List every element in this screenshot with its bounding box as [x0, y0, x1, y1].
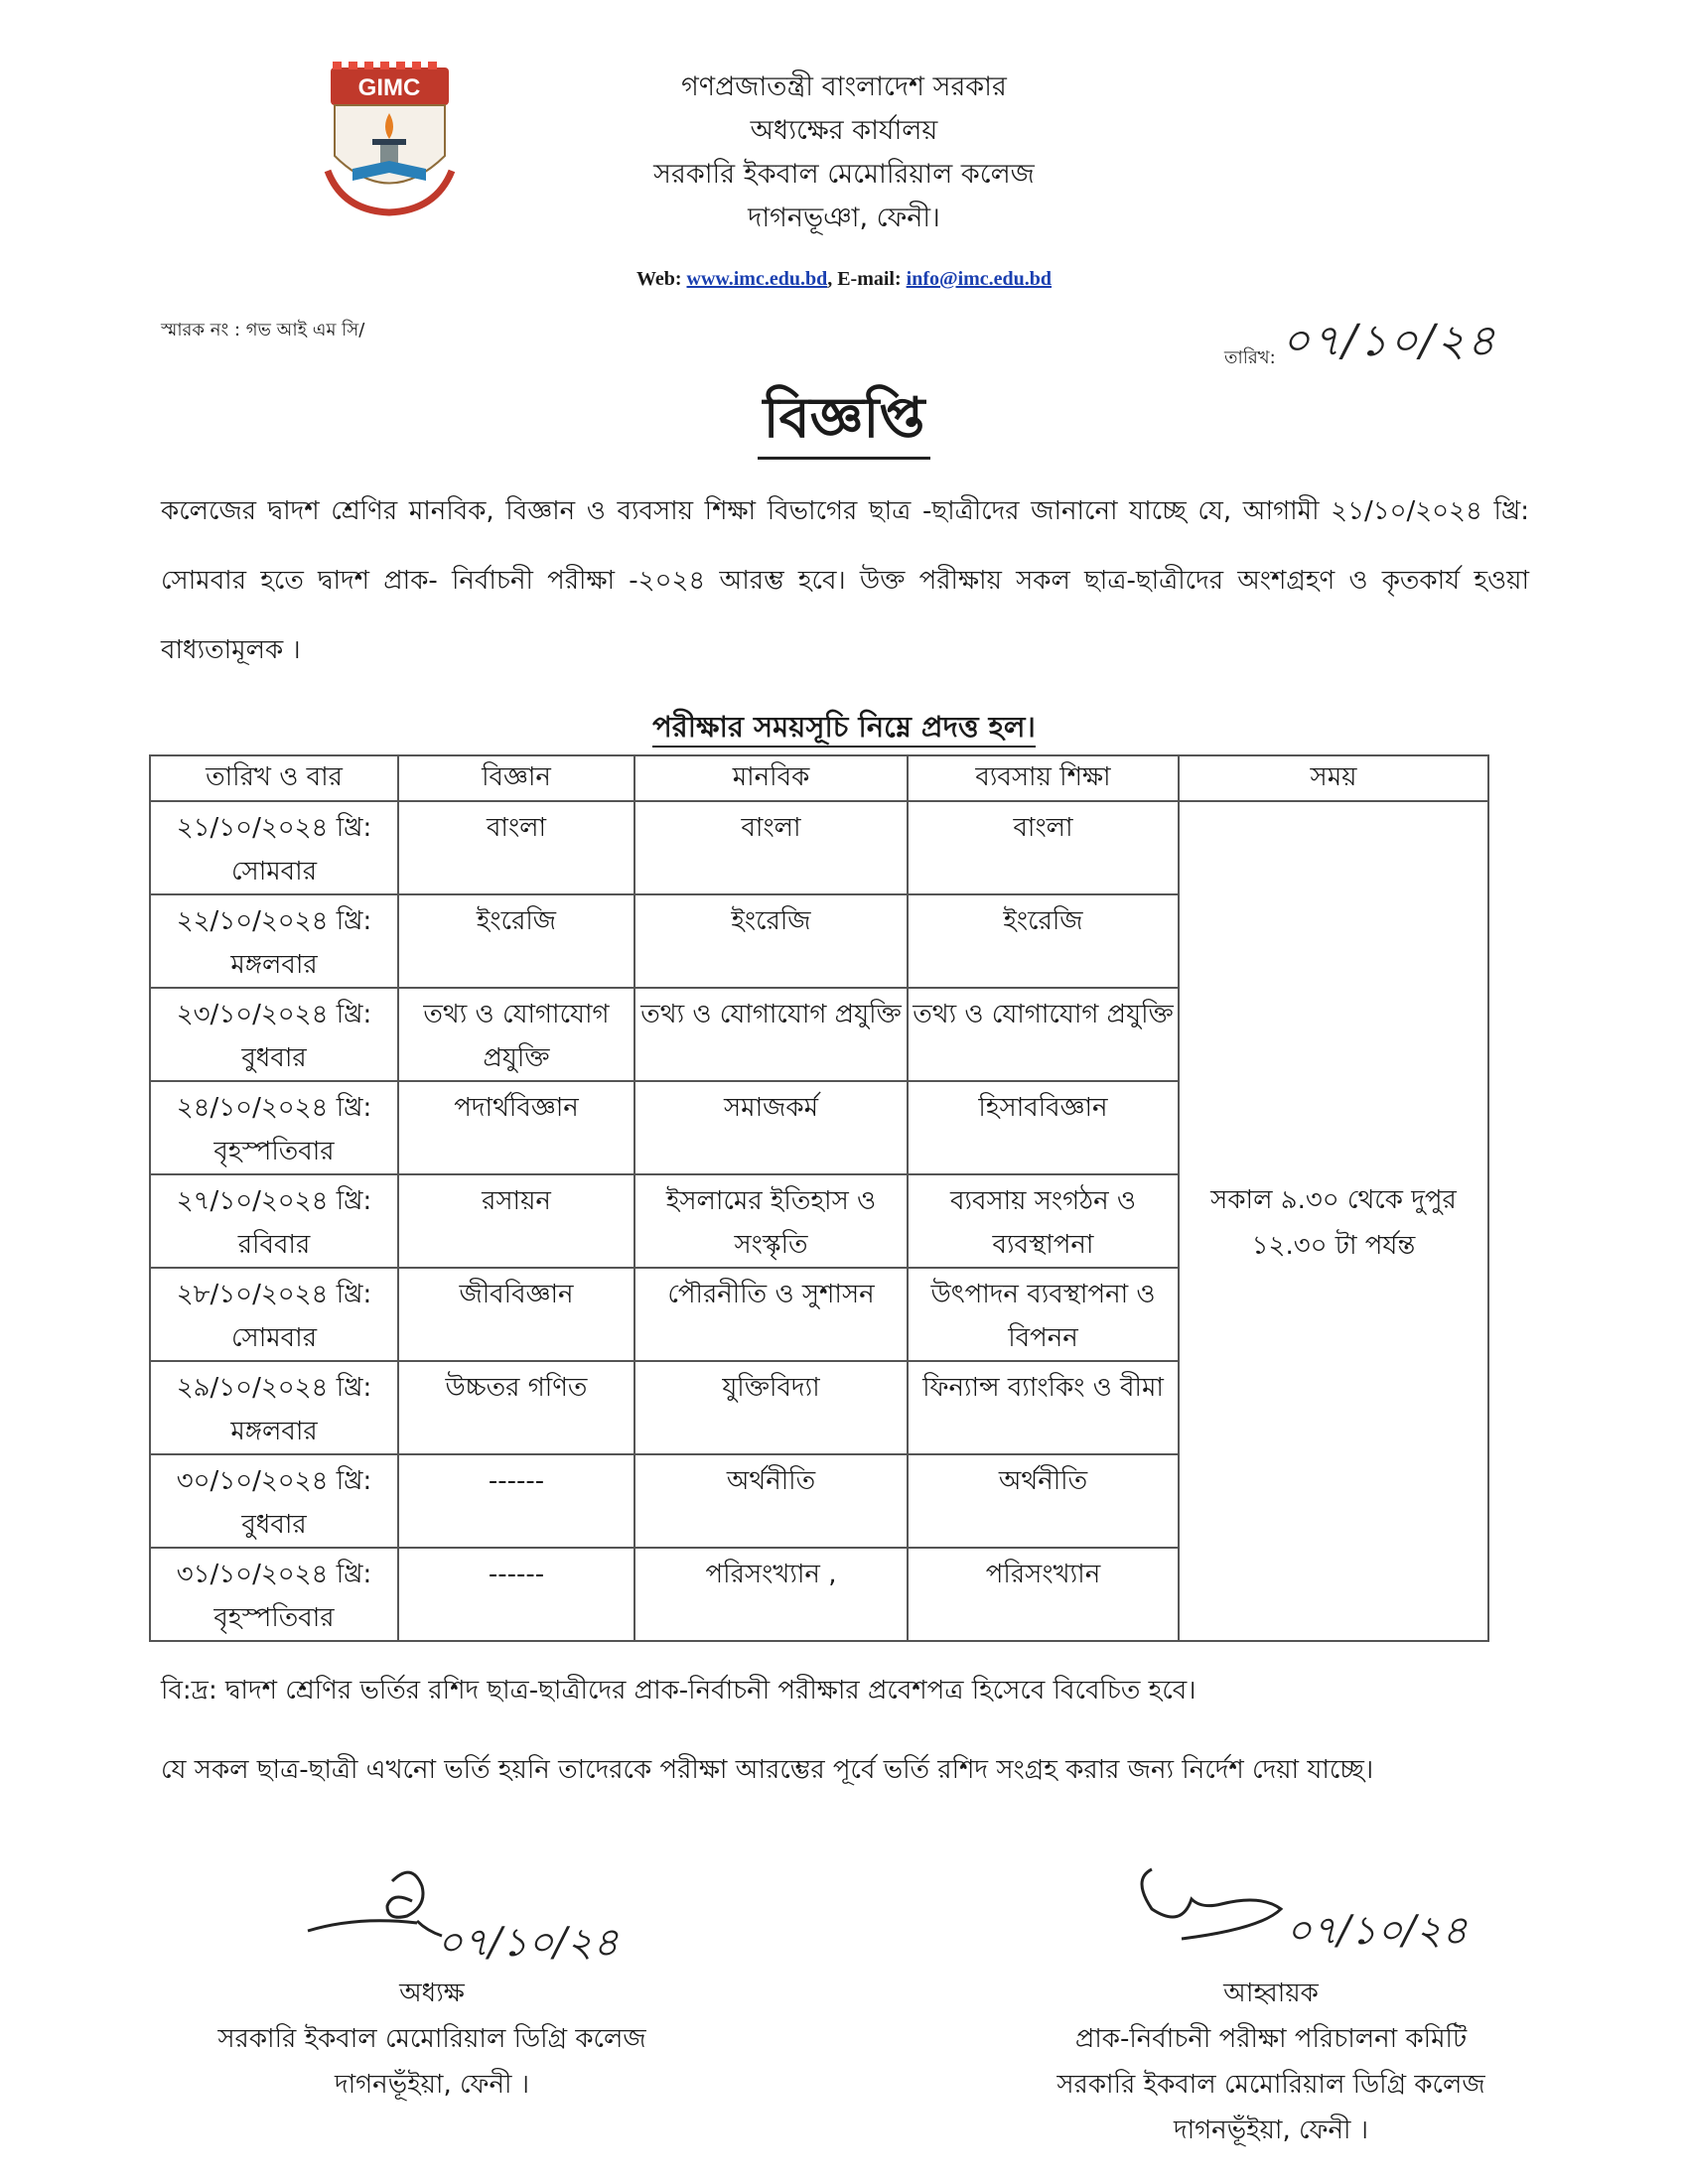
cell-business: উৎপাদন ব্যবস্থাপনা ও বিপনন [908, 1268, 1179, 1361]
svg-text:০৭/১০/২৪: ০৭/১০/২৪ [437, 1920, 619, 1966]
cell-science: বাংলা [398, 801, 634, 894]
cell-business: তথ্য ও যোগাযোগ প্রযুক্তি [908, 988, 1179, 1081]
cell-day: বুধবার [241, 1043, 307, 1073]
cell-date-day [150, 894, 398, 988]
signature-scribble-icon [298, 1861, 619, 1971]
header-humanities: মানবিক [634, 755, 908, 801]
cell-humanities: বাংলা [634, 801, 908, 894]
cell-business: পরিসংখ্যান [908, 1548, 1179, 1641]
cell-science: ------ [398, 1548, 634, 1641]
cell-day: মঙ্গলবার [230, 1417, 318, 1446]
convener-signature-block [983, 1861, 1559, 2153]
header-time: সময় [1179, 755, 1488, 801]
principal-college: সরকারি ইকবাল মেমোরিয়াল ডিগ্রি কলেজ [217, 2024, 646, 2054]
cell-science: ------ [398, 1454, 634, 1548]
header-science: বিজ্ঞান [398, 755, 634, 801]
header-office: অধ্যক্ষের কার্যালয় [750, 115, 938, 146]
memo-number: স্মারক নং : গভ আই এম সি/ [161, 320, 365, 341]
cell-date: ২১/১০/২০২৪ খ্রি: [176, 813, 372, 843]
cell-science: ইংরেজি [398, 894, 634, 988]
email-link[interactable]: info@imc.edu.bd [906, 268, 1053, 290]
cell-day: সোমবার [230, 857, 317, 887]
email-label: , E-mail: [827, 268, 902, 290]
convener-committee: প্রাক-নির্বাচনী পরীক্ষা পরিচালনা কমিটি [1074, 2024, 1468, 2054]
cell-business: ইংরেজি [908, 894, 1179, 988]
cell-business: অর্থনীতি [908, 1454, 1179, 1548]
cell-humanities: সমাজকর্ম [634, 1081, 908, 1174]
cell-time: সকাল ৯.৩০ থেকে দুপুর ১২.৩০ টা পর্যন্ত [1179, 801, 1488, 1641]
cell-day: বৃহস্পতিবার [213, 1603, 335, 1633]
cell-science: জীববিজ্ঞান [398, 1268, 634, 1361]
cell-date: ২৯/১০/২০২৪ খ্রি: [176, 1373, 372, 1403]
cell-date: ২৮/১০/২০২৪ খ্রি: [176, 1280, 372, 1309]
cell-day: সোমবার [230, 1323, 317, 1353]
cell-humanities: যুক্তিবিদ্যা [634, 1361, 908, 1454]
table-row [150, 801, 1488, 894]
cell-humanities: ইসলামের ইতিহাস ও সংস্কৃতি [634, 1174, 908, 1268]
header-government: গণপ্রজাতন্ত্রী বাংলাদেশ সরকার [681, 71, 1007, 102]
convener-role: আহ্বায়ক [1223, 1979, 1319, 2008]
date-field [1224, 308, 1497, 380]
cell-business: হিসাববিজ্ঞান [908, 1081, 1179, 1174]
cell-date: ২৩/১০/২০২৪ খ্রি: [176, 1000, 372, 1029]
cell-day: বৃহস্পতিবার [213, 1137, 335, 1166]
cell-humanities: পরিসংখ্যান , [634, 1548, 908, 1641]
cell-science: তথ্য ও যোগাযোগ প্রযুক্তি [398, 988, 634, 1081]
header-college: সরকারি ইকবাল মেমোরিয়াল কলেজ [653, 159, 1035, 190]
cell-humanities: তথ্য ও যোগাযোগ প্রযুক্তি [634, 988, 908, 1081]
principal-location: দাগনভূঁইয়া, ফেনী । [334, 2070, 530, 2100]
cell-day: মঙ্গলবার [230, 950, 318, 980]
note-admission-receipt: বি:দ্র: দ্বাদশ শ্রেণির ভর্তির রশিদ ছাত্র-ছাত্রীদের প্রাক-নির্বাচনী পরীক্ষার প্রবেশপত্র হিসেবে বিবেচিত হবে। [161, 1676, 1196, 1706]
cell-date-day [150, 1548, 398, 1641]
svg-text:০৭/১০/২৪: ০৭/১০/২৪ [1286, 1908, 1468, 1954]
schedule-title: পরীক্ষার সময়সূচি নিম্নে প্রদত্ত হল। [0, 705, 1688, 753]
cell-science: উচ্চতর গণিত [398, 1361, 634, 1454]
cell-date: ৩০/১০/২০২৪ খ্রি: [176, 1466, 372, 1496]
notice-title: বিজ্ঞপ্তি [0, 375, 1688, 469]
exam-schedule-table [149, 754, 1489, 1642]
handwritten-date: ০৭/১০/২৪ [1281, 316, 1497, 366]
cell-date-day [150, 1081, 398, 1174]
cell-humanities: ইংরেজি [634, 894, 908, 988]
cell-date: ৩১/১০/২০২৪ খ্রি: [176, 1560, 372, 1589]
cell-date: ২৭/১০/২০২৪ খ্রি: [176, 1186, 372, 1216]
web-label: Web: [635, 268, 682, 290]
cell-date-day [150, 1454, 398, 1548]
table-header-row [150, 755, 1488, 801]
cell-date: ২৪/১০/২০২৪ খ্রি: [176, 1093, 372, 1123]
cell-business: ব্যবসায় সংগঠন ও ব্যবস্থাপনা [908, 1174, 1179, 1268]
header-location: দাগনভূঞা, ফেনী। [748, 203, 940, 233]
convener-location: দাগনভূঁইয়া, ফেনী । [1173, 2116, 1369, 2145]
cell-date-day [150, 801, 398, 894]
principal-signature [149, 1861, 715, 1971]
office-header [0, 66, 1688, 240]
convener-college: সরকারি ইকবাল মেমোরিয়াল ডিগ্রি কলেজ [1056, 2070, 1485, 2100]
cell-humanities: পৌরনীতি ও সুশাসন [634, 1268, 908, 1361]
cell-science: পদার্থবিজ্ঞান [398, 1081, 634, 1174]
cell-business: ফিন্যান্স ব্যাংকিং ও বীমা [908, 1361, 1179, 1454]
contact-line [0, 268, 1688, 291]
header-date-day: তারিখ ও বার [150, 755, 398, 801]
cell-date-day [150, 1268, 398, 1361]
cell-humanities: অর্থনীতি [634, 1454, 908, 1548]
note-admission-deadline: যে সকল ছাত্র-ছাত্রী এখনো ভর্তি হয়নি তাদেরকে পরীক্ষা আরম্ভের পূর্বে ভর্তি রশিদ সংগ্রহ করার জন্য নির্দেশ দেয়া যাচ্ছে। [161, 1755, 1374, 1785]
signature-scribble-icon [1092, 1849, 1509, 1959]
cell-date-day [150, 1361, 398, 1454]
header-business: ব্যবসায় শিক্ষা [908, 755, 1179, 801]
cell-business: বাংলা [908, 801, 1179, 894]
cell-day: রবিবার [237, 1230, 311, 1260]
cell-date-day [150, 988, 398, 1081]
principal-signature-block [149, 1861, 715, 2108]
cell-science: রসায়ন [398, 1174, 634, 1268]
cell-day: বুধবার [241, 1510, 307, 1540]
website-link[interactable]: www.imc.edu.bd [686, 268, 828, 290]
convener-signature [983, 1861, 1559, 1971]
cell-date-day [150, 1174, 398, 1268]
logo-text: GIMC [357, 74, 421, 101]
notice-body: কলেজের দ্বাদশ শ্রেণির মানবিক, বিজ্ঞান ও ব্যবসায় শিক্ষা বিভাগের ছাত্র -ছাত্রীদের জানানো যাচ্ছে যে, আগামী ২১/১০/২০২৪ খ্রি: সোমবার হতে দ্বাদশ প্রাক- নির্বাচনী পরীক্ষা -২০২৪ আরম্ভ হবে। উক্ত পরীক্ষায় সকল ছাত্র-ছাত্রীদের অংশগ্রহণ ও কৃতকার্য হওয়া বাধ্যতামূলক । [161, 496, 1529, 665]
cell-date: ২২/১০/২০২৪ খ্রি: [176, 906, 372, 936]
principal-role: অধ্যক্ষ [399, 1979, 465, 2008]
date-label: তারিখ: [1224, 347, 1276, 368]
